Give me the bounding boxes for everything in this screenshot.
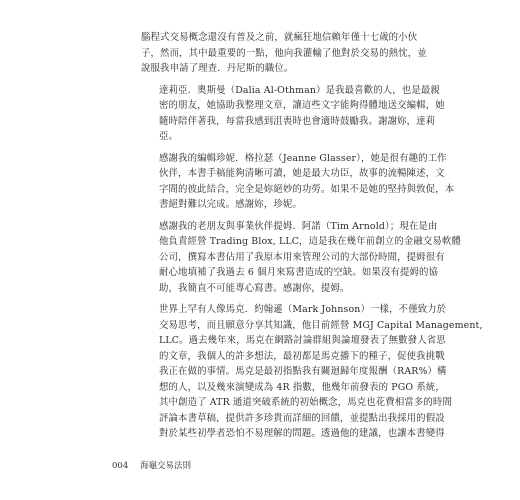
text-line: 他負責經營 Trading Blox, LLC，這是我在幾年前創立的金融交易軟體 xyxy=(159,236,461,247)
text-line: 助，我簡直不可能專心寫書。感謝你，提姆。 xyxy=(159,282,350,294)
text-line: 交易思考，而且願意分享其知識，他目前經營 MGJ Capital Management, xyxy=(159,319,483,331)
text-line: 伙伴，本書手稿能夠清晰可讀，她是最大功臣，故事的流暢陳述，文 xyxy=(159,168,445,179)
text-line: 達莉亞．奧斯曼（Dalia Al-Othman）是我最喜歡的人，也是最親 xyxy=(159,84,440,96)
page-number: 004 xyxy=(112,461,129,471)
body-text xyxy=(141,30,483,448)
page-footer xyxy=(112,459,191,471)
text-line: 密的朋友，她協助我整理文章，讓這些文字能夠得體地送交編輯，她 xyxy=(159,100,445,111)
text-line: 對於某些初學者恐怕不易理解的問題。透過他的建議，也讓本書變得 xyxy=(159,428,445,439)
text-line: 我正在做的事情。馬克是最初指點我有關迴歸年度報酬（RAR%）構 xyxy=(159,366,447,377)
paragraph xyxy=(141,30,427,77)
text-line: 感謝我的老朋友與事業伙伴提姆．阿諾（Tim Arnold）；現在是由 xyxy=(159,220,438,232)
text-line: 腦程式交易概念還沒有普及之前，就瘋狂地信賴年僅十七歲的小伙 xyxy=(141,32,418,43)
paragraph xyxy=(141,219,461,297)
paragraph xyxy=(141,302,483,442)
paragraph xyxy=(141,83,445,145)
text-line: 子，然而，其中最重要的一點，他向我灌輸了他對於交易的熱忱，並 xyxy=(141,47,427,59)
text-line: 的文章，我個人的許多想法，最初都是馬克播下的種子，促使我挑戰 xyxy=(159,350,445,362)
text-line: LLC。過去幾年來，馬克在網路討論群組與論壇發表了無數發人省思 xyxy=(159,335,446,346)
text-line: 感謝我的編輯珍妮．格拉瑟（Jeanne Glasser），她是很有趣的工作 xyxy=(159,152,447,164)
text-line: 公司，撰寫本書佔用了我原本用來管理公司的大部份時間，提姆很有 xyxy=(159,251,445,263)
text-line: 字間的彼此結合，完全是妳絕妙的功勞。如果不是她的堅持與敦促，本 xyxy=(159,183,455,195)
paragraph xyxy=(141,151,455,213)
text-line: 書絕對難以完成。感謝妳，珍妮。 xyxy=(159,199,302,210)
text-line: 耐心地填補了我過去 6 個月來寫書造成的空缺。如果沒有提姆的協 xyxy=(159,267,439,278)
text-line: 其中創造了 ATR 通道突破系統的初始概念，馬克也花費相當多的時間 xyxy=(159,397,452,408)
running-title: 海龜交易法則 xyxy=(139,461,191,471)
text-line: 說服我申請了理查．丹尼斯的職位。 xyxy=(141,63,294,74)
text-line: 評論本書草稿，提供許多珍貴而詳細的回饋，並提點出我採用的假設 xyxy=(159,412,445,424)
text-line: 世界上罕有人像馬克．約翰遜（Mark Johnson）一樣，不僅致力於 xyxy=(159,304,447,315)
text-line: 隨時陪伴著我，每當我感到沮喪時也會適時鼓勵我。謝謝妳，達莉 xyxy=(159,115,436,127)
text-line: 亞。 xyxy=(159,131,179,142)
text-line: 想的人，以及幾來演變成為 4R 指數，他幾年前發表的 PGO 系統， xyxy=(159,381,445,393)
